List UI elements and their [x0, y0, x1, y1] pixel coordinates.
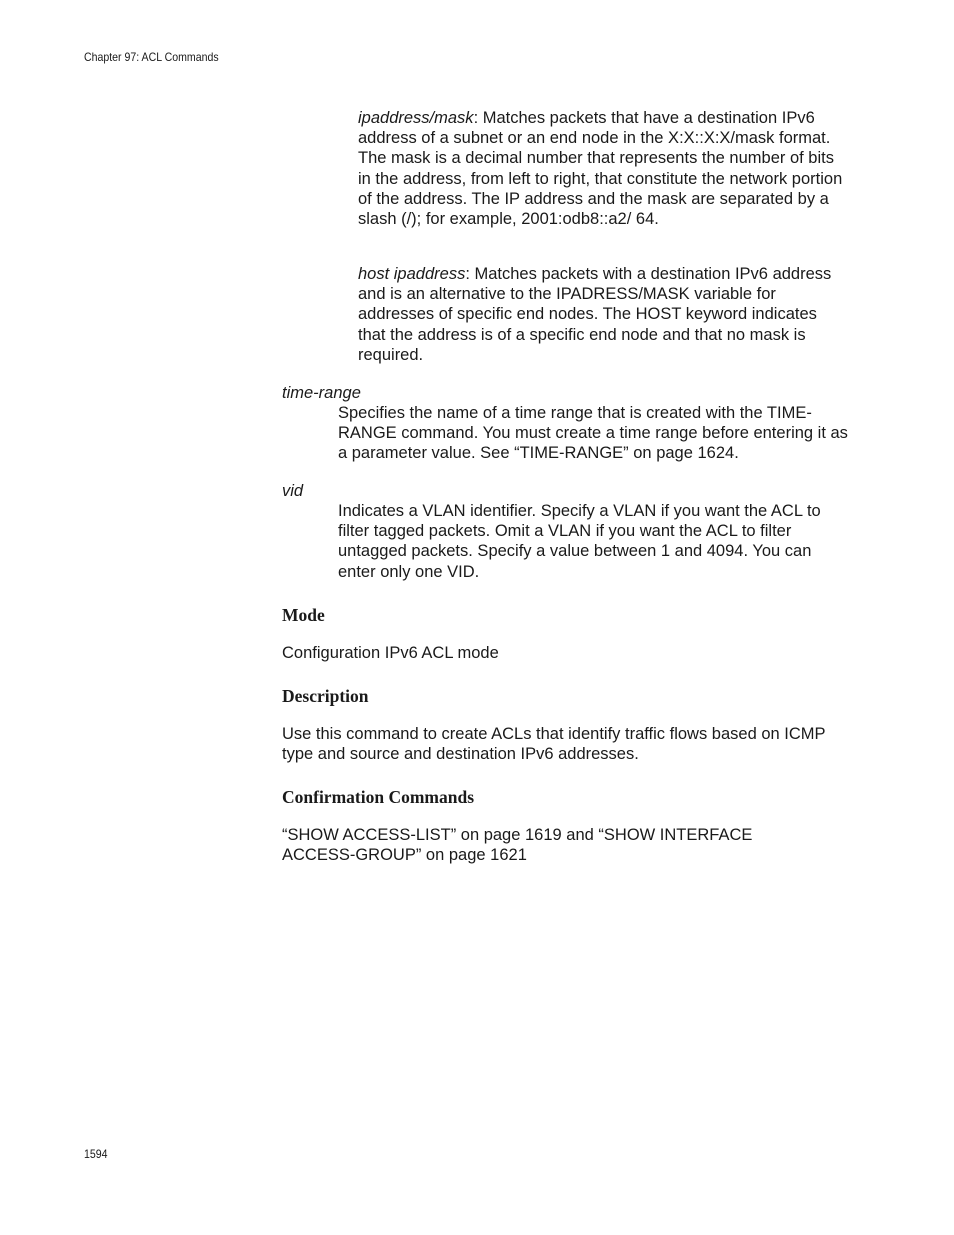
ipaddress-mask-text: : Matches packets that have a destination IPv6 address of a subnet or an end node in the X:X::X:X/mask format. The mask is a decimal number that represents the number of bits in the address, from left to right, that constitute the network portion of the address. The IP address and the mask are separated by a slash (/); for example, 2001:odb8::a2/ 64. — [358, 109, 843, 229]
time-range-term: time-range — [282, 384, 361, 402]
description-text: Use this command to create ACLs that identify traffic flows based on ICMP type and source and destination IPv6 addresses. — [282, 725, 826, 764]
page-number: 1594 — [84, 1147, 108, 1161]
description-heading: Description — [282, 686, 369, 706]
mode-text: Configuration IPv6 ACL mode — [282, 644, 499, 662]
time-range-description: Specifies the name of a time range that is created with the TIME-RANGE command. You must create a time range before entering it as a parameter value. See “TIME-RANGE” on page 1624. — [338, 404, 848, 463]
host-ipaddress-term: host ipaddress — [358, 265, 466, 283]
vid-description: Indicates a VLAN identifier. Specify a VLAN if you want the ACL to filter tagged packets. Omit a VLAN if you want the ACL to filter untagged packets. Specify a value between 1 and 4094. You can enter only one VID. — [338, 502, 821, 581]
ipaddress-mask-paragraph — [358, 108, 848, 229]
running-header: Chapter 97: ACL Commands — [84, 50, 219, 64]
ipaddress-mask-term: ipaddress/mask — [358, 109, 474, 127]
vid-term: vid — [282, 482, 304, 500]
confirmation-heading: Confirmation Commands — [282, 787, 475, 807]
host-ipaddress-paragraph — [358, 264, 848, 365]
mode-heading: Mode — [282, 605, 325, 625]
confirmation-text: “SHOW ACCESS-LIST” on page 1619 and “SHOW INTERFACE ACCESS-GROUP” on page 1621 — [282, 826, 753, 865]
host-ipaddress-text: : Matches packets with a destination IPv6 address and is an alternative to the IPADRESS/MASK variable for addresses of specific end nodes. The HOST keyword indicates that the address is of a specific end node and that no mask is required. — [358, 265, 832, 364]
